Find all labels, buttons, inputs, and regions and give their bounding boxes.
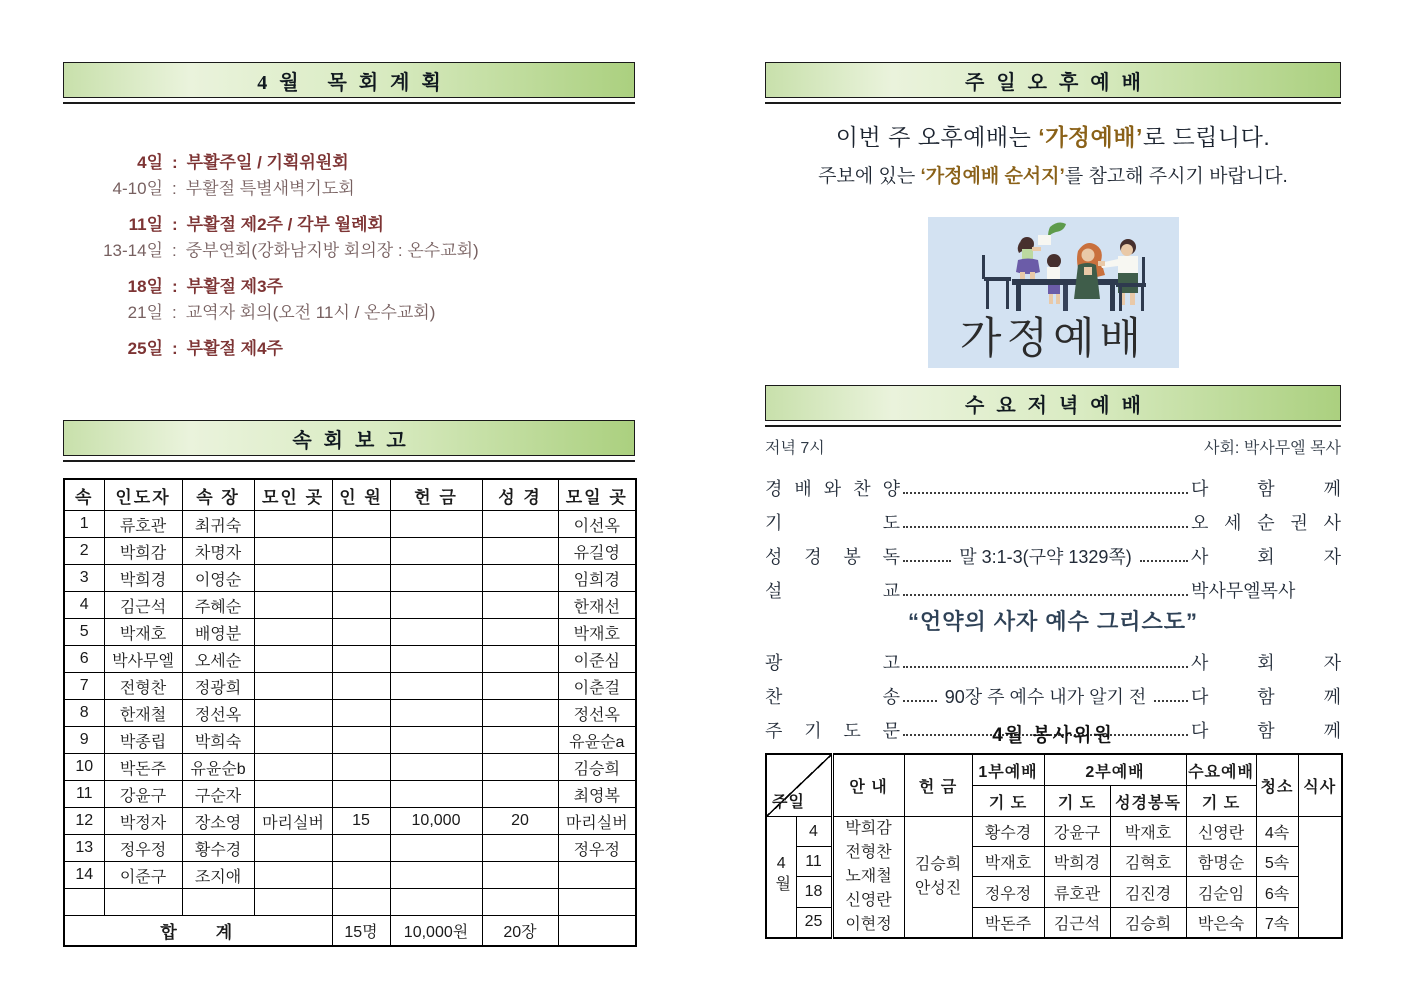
worship-item-person: 다 함 께 (1191, 687, 1341, 708)
line2-post: 를 참고해 주시기 바랍니다. (1064, 166, 1288, 187)
worship-order-row (765, 674, 1341, 708)
plan-item (63, 150, 635, 176)
report-cell (558, 889, 636, 916)
subheader-scripture: 성경봉독 (1110, 786, 1186, 817)
first-prayer-cell: 박재호 (972, 847, 1044, 877)
report-cell: 박희숙 (182, 727, 254, 754)
report-row (64, 619, 636, 646)
plan-item-date: 18일 (127, 277, 163, 296)
report-section (63, 420, 635, 947)
plan-item-text: 부활절 제2주 / 각부 월례회 (186, 215, 384, 234)
plan-item-separator: : (172, 303, 177, 322)
report-cell (254, 889, 332, 916)
plan-item-separator: : (172, 277, 178, 296)
report-cell: 박정자 (104, 808, 182, 835)
worship-item-label: 설 교 (765, 581, 900, 602)
report-cell (332, 538, 390, 565)
report-cell (390, 835, 482, 862)
report-cell: 마리실버 (558, 808, 636, 835)
report-cell (482, 862, 558, 889)
report-cell: 정선옥 (558, 700, 636, 727)
report-cell: 4 (64, 592, 104, 619)
scripture-cell: 김진경 (1110, 877, 1186, 907)
report-cell (254, 862, 332, 889)
report-cell (332, 646, 390, 673)
worship-item-person: 다 함 께 (1191, 721, 1341, 742)
report-row (64, 700, 636, 727)
report-cell: 한재선 (558, 592, 636, 619)
report-cell (482, 889, 558, 916)
report-cell (64, 889, 104, 916)
report-cell: 이준구 (104, 862, 182, 889)
report-row (64, 565, 636, 592)
report-row (64, 727, 636, 754)
sermon-title: “언약의 사자 예수 그리스도” (907, 609, 1199, 634)
family-worship-image (928, 217, 1179, 368)
wednesday-title: 수요저녁예배 (965, 394, 1153, 417)
report-cell (390, 592, 482, 619)
report-cell: 배영분 (182, 619, 254, 646)
report-column-header: 속 장 (182, 479, 254, 511)
report-header-rule (63, 460, 635, 462)
report-cell: 구순자 (182, 781, 254, 808)
worship-item-label: 주 기 도 문 (765, 721, 900, 742)
committee-section (765, 720, 1341, 939)
second-prayer-cell: 강윤구 (1044, 817, 1110, 847)
report-cell: 14 (64, 862, 104, 889)
worship-order-row (765, 534, 1341, 568)
plan-item-text: 중부연회(강화남지방 회의장 : 온수교회) (185, 241, 479, 260)
leader-dots (903, 700, 937, 702)
report-column-header: 모인 곳 (254, 479, 332, 511)
wednesday-prayer-cell: 신영란 (1186, 817, 1256, 847)
annae-names: 박희감 전형찬 노재철 신영란 이현정 (832, 817, 904, 939)
report-cell: 7 (64, 673, 104, 700)
report-cell (482, 565, 558, 592)
plan-item-separator: : (172, 339, 178, 358)
worship-order-row (765, 640, 1341, 674)
leader-dots (903, 526, 1188, 528)
plan-item-date: 11일 (128, 215, 163, 234)
line1-post: 로 드립니다. (1142, 124, 1271, 150)
report-cell: 유윤순b (182, 754, 254, 781)
first-prayer-cell: 황수경 (972, 817, 1044, 847)
line1-emphasis: ‘가정예배’ (1038, 124, 1143, 150)
plan-item (63, 238, 635, 264)
date-cell: 18 (796, 877, 832, 907)
report-row (64, 592, 636, 619)
afternoon-announcement-line1 (765, 119, 1341, 152)
report-cell (390, 646, 482, 673)
plan-item-date: 4일 (137, 153, 163, 172)
report-cell: 박종립 (104, 727, 182, 754)
left-page (63, 62, 635, 942)
line2-pre: 주보에 있는 (818, 166, 921, 187)
report-cell (332, 754, 390, 781)
report-cell (254, 646, 332, 673)
report-cell (182, 889, 254, 916)
cleaning-cell: 5속 (1256, 847, 1298, 877)
plan-item (63, 336, 635, 362)
heongeum-names: 김승희 안성진 (904, 817, 972, 939)
report-cell (254, 511, 332, 538)
worship-item-person: 박사무엘목사 (1191, 581, 1296, 602)
report-cell: 15 (332, 808, 390, 835)
report-cell: 김승희 (558, 754, 636, 781)
report-title: 속회보고 (292, 429, 418, 452)
leader-dots (903, 492, 1188, 494)
report-cell: 2 (64, 538, 104, 565)
plan-title: 4월 목회계획 (257, 71, 453, 94)
cleaning-cell: 4속 (1256, 817, 1298, 847)
report-cell: 주혜순 (182, 592, 254, 619)
report-cell: 황수경 (182, 835, 254, 862)
report-cell: 유길영 (558, 538, 636, 565)
plan-item (63, 212, 635, 238)
worship-item-label: 광 고 (765, 653, 900, 674)
line1-pre: 이번 주 오후예배는 (835, 124, 1039, 150)
report-cell: 차명자 (182, 538, 254, 565)
second-prayer-cell: 김근석 (1044, 907, 1110, 938)
line2-emphasis: ‘가정예배 순서지’ (920, 166, 1065, 187)
afternoon-section-header (765, 62, 1341, 98)
report-cell (332, 727, 390, 754)
report-cell (558, 862, 636, 889)
report-cell: 20 (482, 808, 558, 835)
worship-item-person: 다 함 께 (1191, 479, 1341, 500)
wednesday-section-header (765, 385, 1341, 421)
report-row (64, 754, 636, 781)
date-cell: 11 (796, 847, 832, 877)
report-row (64, 889, 636, 916)
report-section-header (63, 420, 635, 456)
cleaning-cell: 6속 (1256, 877, 1298, 907)
report-cell (482, 727, 558, 754)
report-cell: 1 (64, 511, 104, 538)
report-cell (482, 646, 558, 673)
report-cell (390, 673, 482, 700)
report-cell: 박재호 (104, 619, 182, 646)
committee-header-row-1 (766, 754, 1342, 786)
worship-item-label: 성 경 봉 독 (765, 547, 900, 568)
report-cell: 이선옥 (558, 511, 636, 538)
report-cell: 6 (64, 646, 104, 673)
report-cell: 11 (64, 781, 104, 808)
report-cell: 5 (64, 619, 104, 646)
report-total-offering: 10,000원 (390, 916, 482, 947)
report-cell (390, 754, 482, 781)
committee-table (765, 753, 1343, 939)
report-cell: 마리실버 (254, 808, 332, 835)
report-cell (390, 862, 482, 889)
leader-dots (1140, 560, 1188, 562)
committee-title: 4월 봉사위원 (992, 725, 1114, 746)
worship-item-label: 경 배 와 찬 양 (765, 479, 900, 500)
report-cell (390, 700, 482, 727)
subheader-prayer-1: 기 도 (972, 786, 1044, 817)
report-cell (332, 862, 390, 889)
report-cell (254, 592, 332, 619)
plan-item-text: 부활주일 / 기획위원회 (186, 153, 349, 172)
report-cell: 김근석 (104, 592, 182, 619)
report-column-header: 인 원 (332, 479, 390, 511)
service-time: 저녁 7시 (765, 440, 825, 457)
subheader-prayer-2: 기 도 (1044, 786, 1110, 817)
worship-order-row (765, 466, 1341, 500)
report-cell: 13 (64, 835, 104, 862)
report-cell (254, 673, 332, 700)
report-total-row (64, 916, 636, 947)
header-cleaning: 청소 (1256, 754, 1298, 817)
afternoon-announcement-line2 (765, 161, 1341, 188)
date-cell: 25 (796, 907, 832, 938)
report-cell (332, 700, 390, 727)
second-prayer-cell: 류호관 (1044, 877, 1110, 907)
wednesday-meta (765, 435, 1341, 458)
report-cell (332, 565, 390, 592)
worship-item-label: 기 도 (765, 513, 900, 534)
plan-item-text: 교역자 회의(오전 11시 / 온수교회) (185, 303, 436, 322)
report-cell (482, 511, 558, 538)
plan-item-separator: : (172, 241, 177, 260)
report-cell: 최귀숙 (182, 511, 254, 538)
header-meal: 식사 (1298, 754, 1342, 817)
report-cell: 정우정 (558, 835, 636, 862)
scripture-cell: 김승희 (1110, 907, 1186, 938)
report-cell: 이준심 (558, 646, 636, 673)
report-cell (390, 511, 482, 538)
plan-section-header (63, 62, 635, 98)
right-page (765, 62, 1341, 933)
meal-cell (1298, 817, 1342, 939)
report-cell (482, 835, 558, 862)
report-cell (254, 538, 332, 565)
plan-item-date: 25일 (127, 339, 163, 358)
header-second-service: 2부예배 (1044, 754, 1186, 786)
report-cell (482, 781, 558, 808)
report-row (64, 781, 636, 808)
scripture-cell: 박재호 (1110, 817, 1186, 847)
cleaning-cell: 7속 (1256, 907, 1298, 938)
report-cell (482, 619, 558, 646)
corner-label: 주일 (772, 794, 805, 811)
report-row (64, 511, 636, 538)
worship-item-label: 찬 송 (765, 687, 900, 708)
report-cell: 이영순 (182, 565, 254, 592)
report-row (64, 646, 636, 673)
plan-item (63, 176, 635, 202)
report-row (64, 835, 636, 862)
report-cell: 10,000 (390, 808, 482, 835)
wednesday-section (765, 385, 1341, 742)
report-cell (390, 727, 482, 754)
report-cell: 한재철 (104, 700, 182, 727)
report-cell: 9 (64, 727, 104, 754)
plan-item-text: 부활절 특별새벽기도회 (185, 179, 355, 198)
report-cell: 전형찬 (104, 673, 182, 700)
report-column-header: 헌 금 (390, 479, 482, 511)
report-cell (390, 565, 482, 592)
plan-item (63, 300, 635, 326)
report-cell: 박희경 (104, 565, 182, 592)
report-total-people: 15명 (332, 916, 390, 947)
worship-item-person: 사 회 자 (1191, 547, 1341, 568)
report-cell (482, 538, 558, 565)
report-cell: 3 (64, 565, 104, 592)
report-row (64, 673, 636, 700)
report-cell: 박희감 (104, 538, 182, 565)
wednesday-prayer-cell: 박은숙 (1186, 907, 1256, 938)
report-cell (482, 700, 558, 727)
plan-header-rule (63, 102, 635, 104)
worship-order-row (765, 568, 1341, 602)
report-cell: 유윤순a (558, 727, 636, 754)
report-cell (254, 754, 332, 781)
report-cell (104, 889, 182, 916)
report-row (64, 808, 636, 835)
first-prayer-cell: 박돈주 (972, 907, 1044, 938)
plan-item (63, 274, 635, 300)
report-cell (332, 889, 390, 916)
wednesday-prayer-cell: 김순임 (1186, 877, 1256, 907)
month-label: 4월 (772, 855, 790, 894)
worship-item-detail: 말 3:1-3(구약 1329쪽) (959, 547, 1132, 568)
first-prayer-cell: 정우정 (972, 877, 1044, 907)
report-cell: 12 (64, 808, 104, 835)
report-cell: 최영복 (558, 781, 636, 808)
report-cell (254, 565, 332, 592)
header-heongeum: 헌 금 (904, 754, 972, 817)
class-report-table (63, 478, 637, 947)
report-cell: 정광희 (182, 673, 254, 700)
report-cell: 강윤구 (104, 781, 182, 808)
report-cell (332, 781, 390, 808)
report-cell: 박돈주 (104, 754, 182, 781)
report-cell (254, 700, 332, 727)
month-cell (766, 817, 796, 939)
report-cell: 류호관 (104, 511, 182, 538)
plan-item-date: 13-14일 (103, 241, 163, 260)
report-cell (390, 619, 482, 646)
afternoon-header-rule (765, 102, 1341, 104)
plan-item-separator: : (172, 215, 178, 234)
report-cell (332, 835, 390, 862)
report-total-label: 합 계 (64, 916, 332, 947)
report-cell (332, 619, 390, 646)
report-cell (482, 673, 558, 700)
report-cell (482, 754, 558, 781)
report-header-row (64, 479, 636, 511)
plan-list (63, 150, 635, 362)
leader-dots (903, 594, 1188, 596)
report-cell (332, 673, 390, 700)
report-cell: 이춘걸 (558, 673, 636, 700)
worship-order-row (765, 500, 1341, 534)
committee-row (766, 817, 1342, 847)
report-cell (390, 538, 482, 565)
leader-dots (903, 666, 1188, 668)
subheader-prayer-3: 기 도 (1186, 786, 1256, 817)
leader-dots (1154, 700, 1188, 702)
worship-image-caption: 가정예배 (959, 315, 1147, 363)
date-cell: 4 (796, 817, 832, 847)
report-cell (254, 727, 332, 754)
report-cell: 장소영 (182, 808, 254, 835)
wednesday-prayer-cell: 함명순 (1186, 847, 1256, 877)
report-column-header: 성 경 (482, 479, 558, 511)
second-prayer-cell: 박희경 (1044, 847, 1110, 877)
report-column-header: 모일 곳 (558, 479, 636, 511)
report-cell: 박재호 (558, 619, 636, 646)
header-first-service: 1부예배 (972, 754, 1044, 786)
report-cell: 정선옥 (182, 700, 254, 727)
worship-order-list (765, 466, 1341, 742)
report-row (64, 538, 636, 565)
report-column-header: 인도자 (104, 479, 182, 511)
worship-item-person: 사 회 자 (1191, 653, 1341, 674)
report-cell: 오세순 (182, 646, 254, 673)
report-cell (390, 889, 482, 916)
family-worship-illustration (928, 217, 1179, 317)
worship-item-detail: 90장 주 예수 내가 알기 전 (944, 687, 1147, 708)
plan-item-separator: : (172, 179, 177, 198)
report-cell: 임희경 (558, 565, 636, 592)
leader-dots (903, 560, 951, 562)
report-cell: 정우정 (104, 835, 182, 862)
service-moderator: 사회: 박사무엘 목사 (1204, 440, 1341, 457)
report-cell (332, 511, 390, 538)
report-cell (332, 592, 390, 619)
plan-item-separator: : (172, 153, 178, 172)
committee-corner-cell (766, 754, 832, 817)
report-cell (390, 781, 482, 808)
report-cell (482, 592, 558, 619)
afternoon-title: 주일오후예배 (965, 71, 1153, 94)
plan-item-text: 부활절 제3주 (186, 277, 283, 296)
report-cell (254, 619, 332, 646)
report-total-bible: 20장 (482, 916, 558, 947)
scripture-cell: 김혁호 (1110, 847, 1186, 877)
header-annae: 안 내 (832, 754, 904, 817)
report-column-header: 속 (64, 479, 104, 511)
plan-item-date: 4-10일 (112, 179, 163, 198)
plan-item-text: 부활절 제4주 (186, 339, 283, 358)
report-cell: 8 (64, 700, 104, 727)
worship-item-person: 오 세 순 권 사 (1191, 513, 1341, 534)
wednesday-header-rule (765, 425, 1341, 427)
report-row (64, 862, 636, 889)
report-cell: 조지애 (182, 862, 254, 889)
header-wednesday-service: 수요예배 (1186, 754, 1256, 786)
report-cell: 박사무엘 (104, 646, 182, 673)
report-cell: 10 (64, 754, 104, 781)
report-cell (254, 835, 332, 862)
report-cell (254, 781, 332, 808)
plan-item-date: 21일 (127, 303, 163, 322)
report-total-place (558, 916, 636, 947)
